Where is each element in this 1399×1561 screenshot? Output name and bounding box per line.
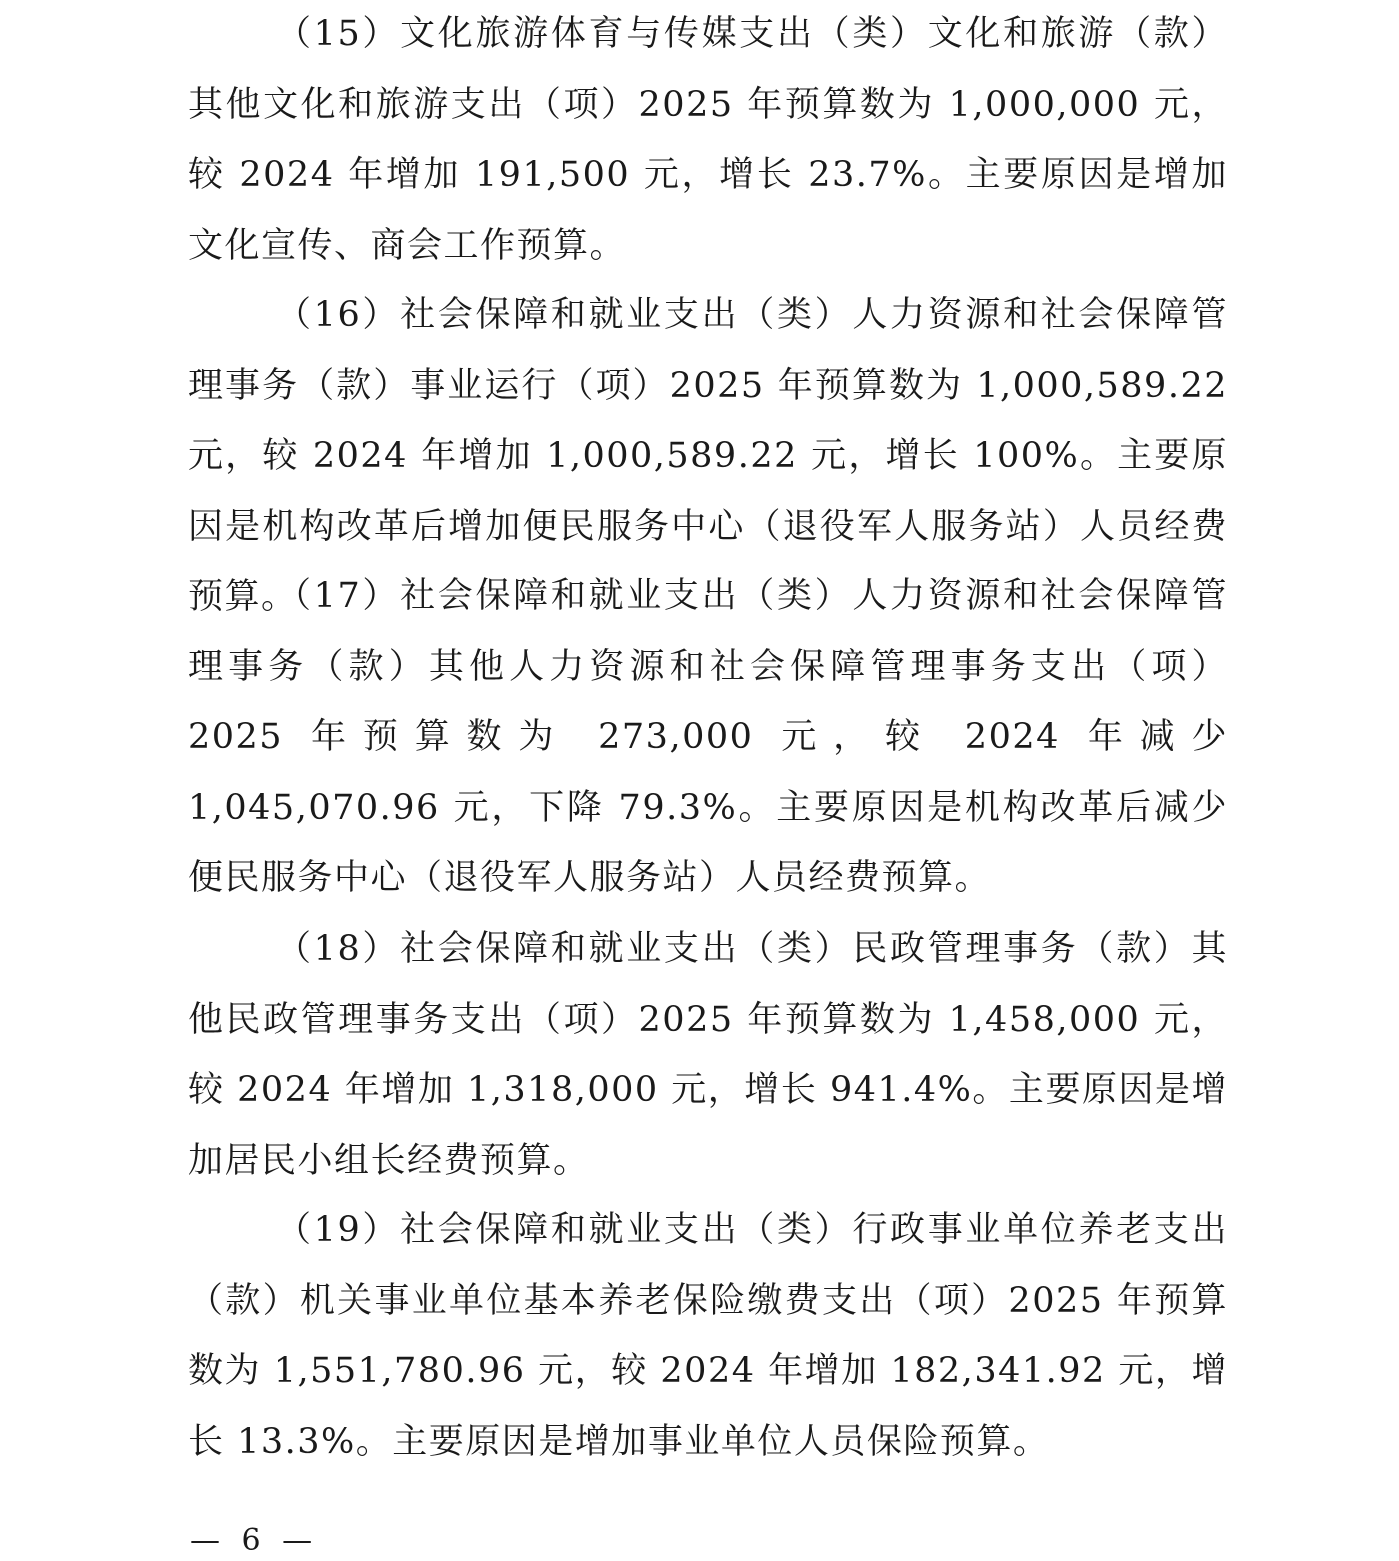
paragraph-item-15: （15）文化旅游体育与传媒支出（类）文化和旅游（款）其他文化和旅游支出（项）2025 年预算数为 1,000,000 元，较 2024 年增加 191,500 元，增长 23.7%。主要原因是增加文化宣传、商会工作预算。 — [188, 14, 1228, 266]
paragraph-item-19: （19）社会保障和就业支出（类）行政事业单位养老支出（款）机关事业单位基本养老保险缴费支出（项）2025 年预算数为 1,551,780.96 元，较 2024 年增加 182,341.92 元，增长 13.3%。主要原因是增加事业单位人员保险预算。 — [188, 1210, 1228, 1462]
page-number: — 6 — — [190, 1523, 319, 1558]
paragraph-item-16: （16）社会保障和就业支出（类）人力资源和社会保障管理事务（款）事业运行（项）2025 年预算数为 1,000,589.22 元，较 2024 年增加 1,000,589.22 元，增长 100%。主要原因是机构改革后增加便民服务中心（退役军人服务站）人员经费预算。 — [188, 295, 1228, 618]
paragraph-item-18: （18）社会保障和就业支出（类）民政管理事务（款）其他民政管理事务支出（项）2025 年预算数为 1,458,000 元，较 2024 年增加 1,318,000 元，增长 941.4%。主要原因是增加居民小组长经费预算。 — [188, 929, 1228, 1181]
paragraph-item-17: （17）社会保障和就业支出（类）人力资源和社会保障管理事务（款）其他人力资源和社会保障管理事务支出（项）2025 年预算数为 273,000 元，较 2024 年减少 1,045,070.96 元，下降 79.3%。主要原因是机构改革后减少便民服务中心（退役军人服务站）人员经费预算。 — [188, 576, 1228, 899]
